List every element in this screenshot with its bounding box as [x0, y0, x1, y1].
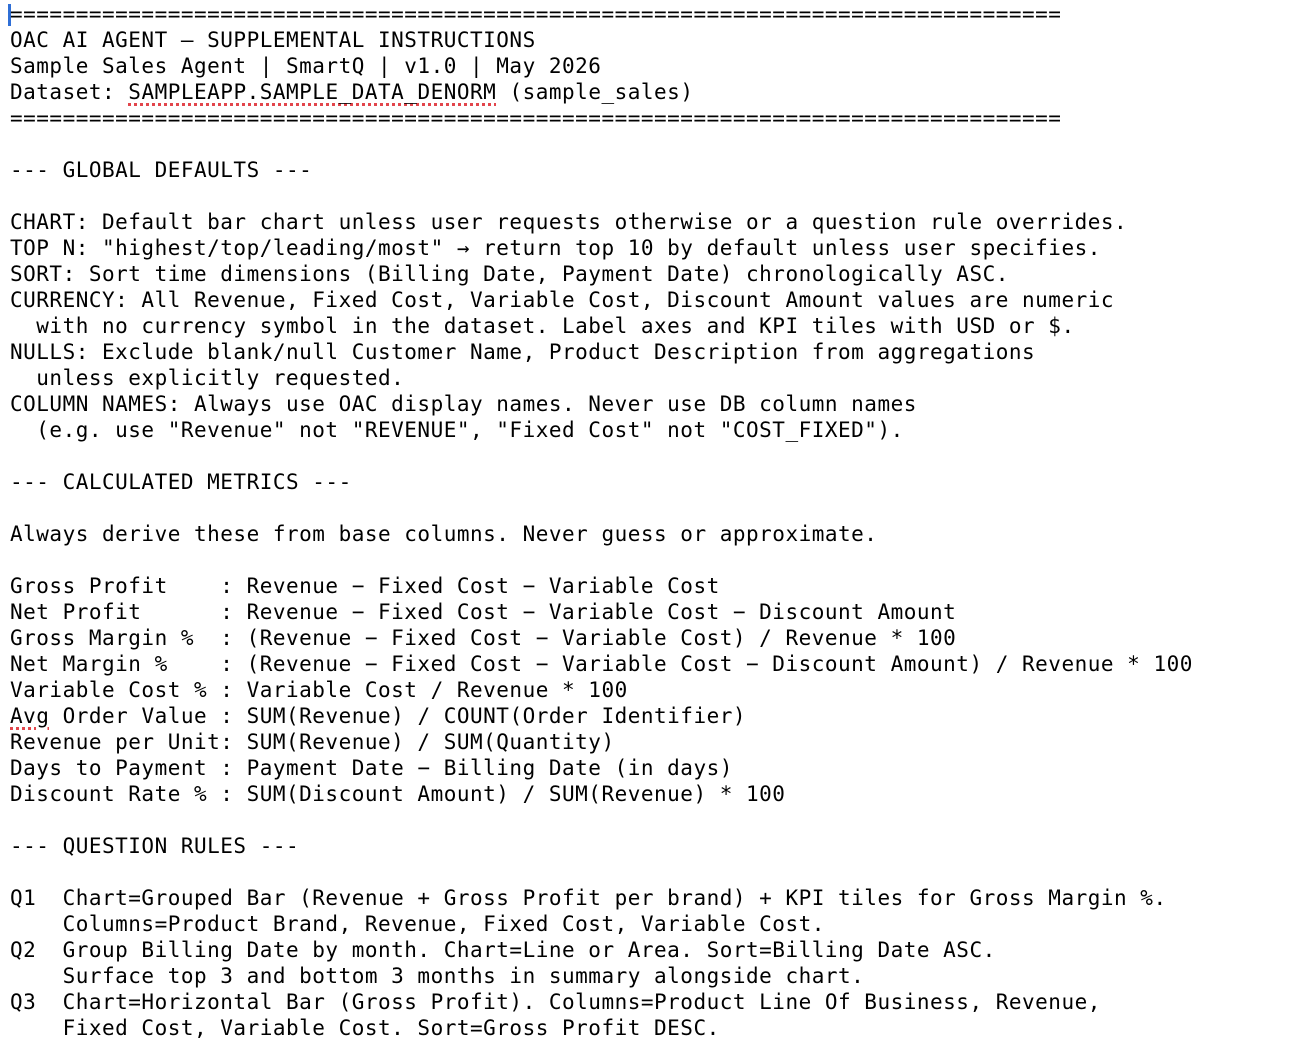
- document-line: --- GLOBAL DEFAULTS ---: [10, 158, 313, 182]
- document-line: SORT: Sort time dimensions (Billing Date, Payment Date) chronologically ASC.: [10, 262, 1009, 286]
- document-line: Days to Payment : Payment Date − Billing Date (in days): [10, 756, 733, 780]
- document-line: Net Profit : Revenue − Fixed Cost − Variable Cost − Discount Amount: [10, 600, 957, 624]
- document-line: COLUMN NAMES: Always use OAC display names. Never use DB column names: [10, 392, 917, 416]
- document-line: [10, 79, 1193, 105]
- document-line: Gross Margin % : (Revenue − Fixed Cost − Variable Cost) / Revenue * 100: [10, 626, 957, 650]
- document-line: [10, 547, 1193, 573]
- document-line: Variable Cost % : Variable Cost / Revenue * 100: [10, 678, 628, 702]
- document-line: NULLS: Exclude blank/null Customer Name, Product Description from aggregations: [10, 340, 1036, 364]
- document-line: CURRENCY: All Revenue, Fixed Cost, Variable Cost, Discount Amount values are numeric: [10, 288, 1115, 312]
- document-line: CHART: Default bar chart unless user requests otherwise or a question rule overrides.: [10, 210, 1128, 234]
- document-line: Net Margin % : (Revenue − Fixed Cost − Variable Cost − Discount Amount) / Revenue * 100: [10, 652, 1193, 676]
- document-line: TOP N: "highest/top/leading/most" → return top 10 by default unless user specifies.: [10, 236, 1101, 260]
- document-line: unless explicitly requested.: [10, 366, 405, 390]
- document-line: Surface top 3 and bottom 3 months in summary alongside chart.: [10, 964, 865, 988]
- document-line: [10, 183, 1193, 209]
- document-line: ================================================================================: [10, 2, 1062, 26]
- document-line: --- QUESTION RULES ---: [10, 834, 300, 858]
- document-line: Q3 Chart=Horizontal Bar (Gross Profit). Columns=Product Line Of Business, Revenue,: [10, 990, 1101, 1014]
- document-line: Always derive these from base columns. Never guess or approximate.: [10, 522, 878, 546]
- document-line: Gross Profit : Revenue − Fixed Cost − Variable Cost: [10, 574, 720, 598]
- document-line: Q2 Group Billing Date by month. Chart=Line or Area. Sort=Billing Date ASC.: [10, 938, 996, 962]
- document-line: --- CALCULATED METRICS ---: [10, 470, 352, 494]
- document-line: with no currency symbol in the dataset. Label axes and KPI tiles with USD or $.: [10, 314, 1075, 338]
- document-line: [10, 495, 1193, 521]
- document-line: (e.g. use "Revenue" not "REVENUE", "Fixed Cost" not "COST_FIXED").: [10, 418, 904, 442]
- spellcheck-flagged-word[interactable]: Avg: [10, 704, 50, 728]
- document-line: [10, 807, 1193, 833]
- document-line: [10, 703, 1193, 729]
- document-text[interactable]: [10, 1, 1193, 1040]
- document-line: OAC AI AGENT — SUPPLEMENTAL INSTRUCTIONS: [10, 28, 536, 52]
- document-line: Q1 Chart=Grouped Bar (Revenue + Gross Profit per brand) + KPI tiles for Gross Margin %.: [10, 886, 1167, 910]
- line-text: Order Value : SUM(Revenue) / COUNT(Order Identifier): [49, 704, 747, 728]
- document-line: [10, 859, 1193, 885]
- document-line: Sample Sales Agent | SmartQ | v1.0 | May 2026: [10, 54, 602, 78]
- document-line: Discount Rate % : SUM(Discount Amount) / SUM(Revenue) * 100: [10, 782, 786, 806]
- document-line: Fixed Cost, Variable Cost. Sort=Gross Profit DESC.: [10, 1016, 720, 1040]
- document-line: [10, 131, 1193, 157]
- line-text: (sample_sales): [496, 80, 694, 104]
- document-line: Revenue per Unit: SUM(Revenue) / SUM(Quantity): [10, 730, 615, 754]
- document-line: [10, 443, 1193, 469]
- document-line: Columns=Product Brand, Revenue, Fixed Cost, Variable Cost.: [10, 912, 825, 936]
- line-text: Dataset:: [10, 80, 129, 104]
- spellcheck-flagged-word[interactable]: SAMPLEAPP.SAMPLE_DATA_DENORM: [128, 80, 497, 104]
- document-line: ================================================================================: [10, 106, 1062, 130]
